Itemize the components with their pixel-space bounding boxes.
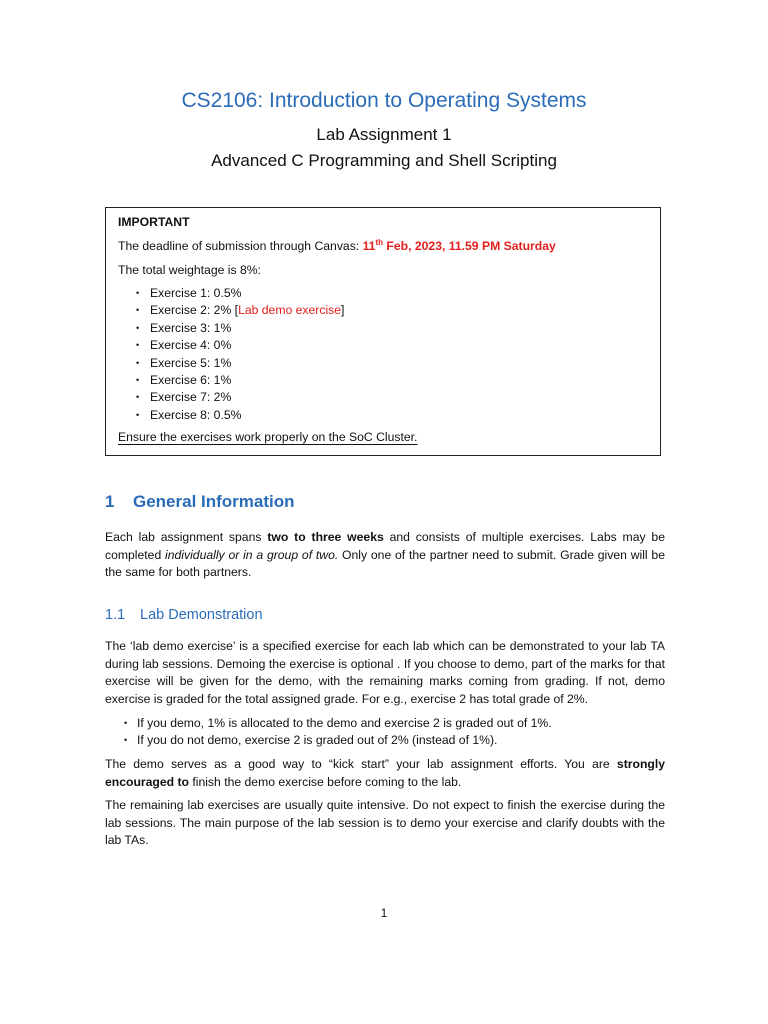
exercise-item [136, 320, 648, 337]
section-heading-general-information [105, 491, 295, 513]
encouraged-emphasis: strongly encouraged to [105, 757, 665, 789]
subsection-number: 1.1 [105, 607, 126, 623]
para-text: and consists of multiple exercises. Labs may be completed [105, 530, 665, 562]
exercise-item [136, 372, 648, 389]
section-number: 1 [105, 492, 115, 511]
deadline-line [118, 238, 648, 255]
exercise-label: Exercise 7: 2% [150, 390, 232, 405]
subsection-heading-lab-demonstration [105, 606, 263, 624]
subsection-title: Lab Demonstration [140, 607, 263, 623]
list-item: • If you do not demo, exercise 2 is graded out of 2% (instead of 1%). [124, 732, 552, 749]
important-notice-box [105, 207, 661, 456]
lab-demo-paragraph: The ‘lab demo exercise’ is a specified exercise for each lab which can be demonstrated to your lab TA during lab sessions. Demoing the exercise is optional . If you choose to demo, part of the marks for that exercise will be given for the demo, with the remaining marks coming from grading. If not, demo exercise is graded for the total assigned grade. For e.g., exercise 2 has total grade of 2%. [105, 639, 665, 706]
exercise-label: Exercise 1: 0.5% [150, 286, 242, 300]
page-number: 1 [380, 906, 388, 920]
duration-emphasis: two to three weeks [267, 530, 384, 544]
exercise-item [136, 407, 648, 424]
deadline-rest: Feb, 2023, 11.59 PM Saturday [383, 239, 556, 253]
important-heading: IMPORTANT [118, 215, 190, 229]
demo-note-open: [ [234, 303, 239, 318]
para-text: The demo serves as a good way to “kick start” your lab assignment efforts. You are [105, 757, 617, 771]
weightage-text: The total weightage is 8%: [118, 263, 261, 277]
soc-cluster-note: Ensure the exercises work properly on the SoC Cluster. [118, 430, 418, 445]
exercise-label: Exercise 3: 1% [150, 320, 232, 335]
exercise-weight-list [118, 285, 648, 424]
exercise-item [136, 337, 648, 354]
demo-grading-list [124, 715, 552, 750]
exercise-item [136, 285, 648, 302]
lab-topic-subtitle: Advanced C Programming and Shell Scripting [211, 151, 557, 170]
deadline-day: 11 [362, 239, 376, 253]
exercise-label: Exercise 8: 0.5% [150, 407, 242, 422]
deadline-date [363, 239, 556, 253]
deadline-prefix: The deadline of submission through Canvas: [118, 239, 363, 253]
para-text: finish the demo exercise before coming to the lab. [188, 774, 462, 789]
document-title: CS2106: Introduction to Operating Systems [181, 89, 587, 112]
section-title: General Information [133, 492, 295, 511]
kick-start-paragraph [105, 756, 665, 791]
remaining-exercises-paragraph: The remaining lab exercises are usually quite intensive. Do not expect to finish the exercise during the lab sessions. The main purpose of the lab session is to demo your exercise and clarify doubts with the lab TAs. [105, 798, 665, 847]
group-emphasis: individually or in a group of two. [165, 547, 339, 562]
exercise-item [136, 389, 648, 406]
exercise-label: Exercise 5: 1% [150, 355, 232, 370]
list-item: • If you demo, 1% is allocated to the demo and exercise 2 is graded out of 1%. [124, 715, 552, 732]
general-info-paragraph [105, 529, 665, 582]
para-text: Only one of the partner need to submit. Grade given will be the same for both partners. [105, 547, 665, 579]
lab-assignment-subtitle: Lab Assignment 1 [316, 125, 452, 144]
exercise-item [136, 302, 648, 319]
para-text: Each lab assignment spans [105, 530, 268, 544]
deadline-day-suffix: th [375, 238, 384, 247]
demo-note-close: ] [341, 303, 345, 318]
exercise-item [136, 355, 648, 372]
exercise-label: Exercise 4: 0% [150, 338, 232, 353]
lab-demo-note: Lab demo exercise [238, 303, 342, 318]
exercise-label: Exercise 2: 2% [150, 303, 235, 318]
exercise-label: Exercise 6: 1% [150, 373, 232, 388]
